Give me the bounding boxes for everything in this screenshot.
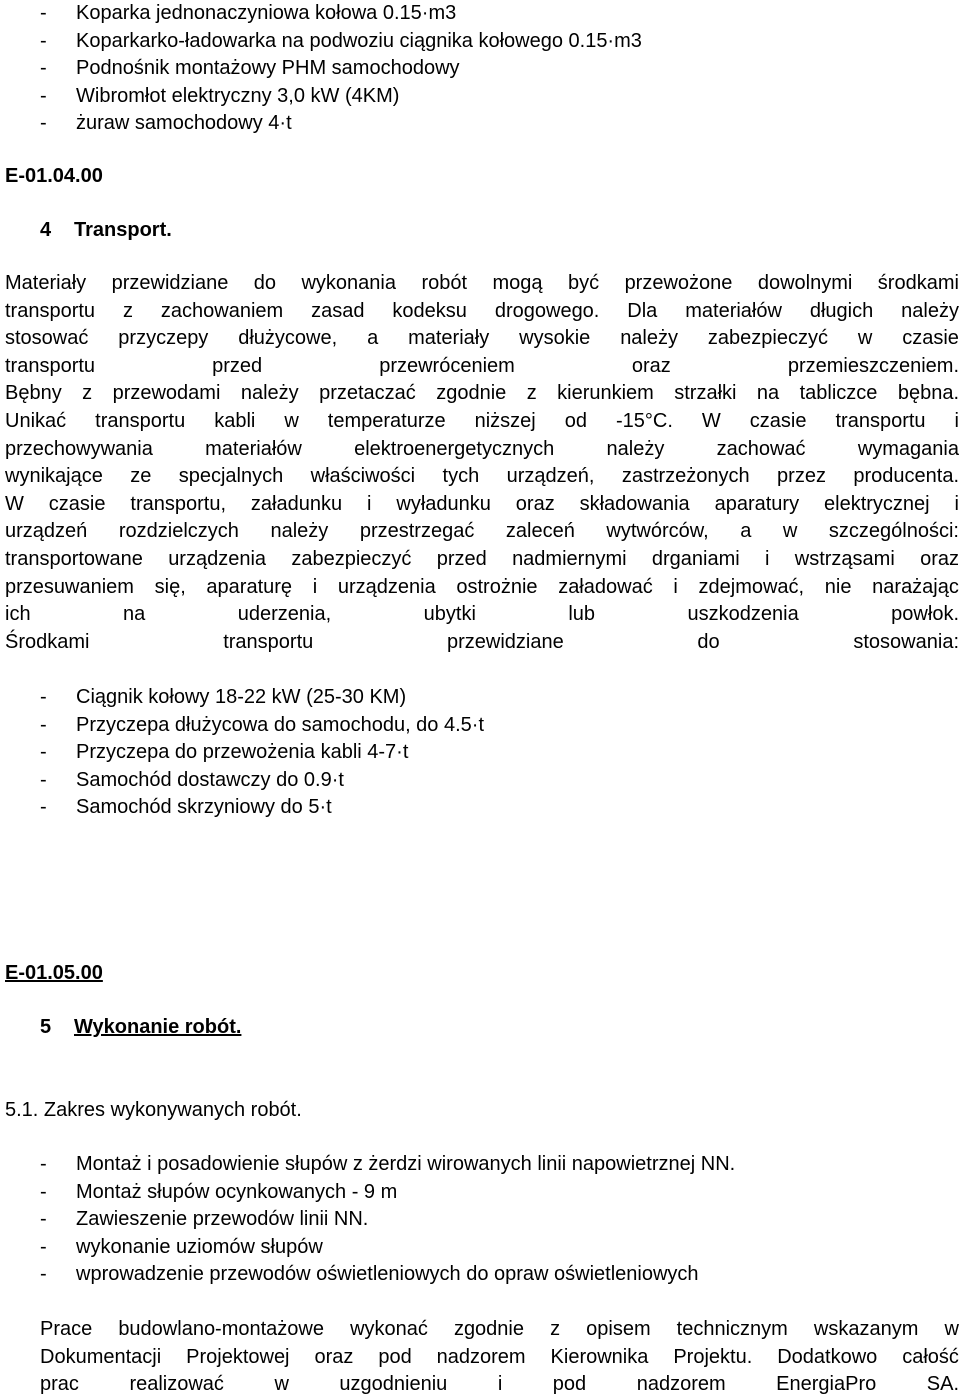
- equipment-list-top: [40, 0, 642, 138]
- list-item: - Samochód dostawczy do 0.9·t: [40, 767, 484, 795]
- list-item: - Montaż i posadowienie słupów z żerdzi wirowanych linii napowietrznej NN.: [40, 1151, 735, 1179]
- section-heading-transport: [40, 216, 172, 244]
- paragraph-line: stosować przyczepy dłużycowe, a materiały wysokie należy zabezpieczyć w czasie: [5, 327, 959, 350]
- transport-means-list: [40, 684, 484, 822]
- paragraph-line: transportu z zachowaniem zasad kodeksu drogowego. Dla materiałów długich należy: [5, 299, 959, 322]
- paragraph-line: transportu przed przewróceniem oraz przemieszczeniem.: [5, 354, 959, 377]
- paragraph-line: przechowywania materiałów elektroenergetycznych należy zachować wymagania: [5, 437, 959, 460]
- list-item: - Koparkarko-ładowarka na podwoziu ciągnika kołowego 0.15·m3: [40, 28, 642, 56]
- closing-paragraph: [40, 1316, 959, 1399]
- section-heading-wykonanie: [40, 1013, 241, 1041]
- section-title: Wykonanie robót.: [74, 1016, 242, 1038]
- section-code-e0105: E-01.05.00: [5, 962, 103, 984]
- section-number: 4: [40, 219, 52, 241]
- subsection-heading: 5.1. Zakres wykonywanych robót.: [5, 1099, 302, 1121]
- list-item: - Wibromłot elektryczny 3,0 kW (4KM): [40, 83, 642, 111]
- list-item: - Koparka jednonaczyniowa kołowa 0.15·m3: [40, 0, 642, 28]
- paragraph-line: ich na uderzenia, ubytki lub uszkodzenia powłok.: [5, 603, 959, 626]
- paragraph-line: Środkami transportu przewidziane do stosowania:: [5, 630, 959, 653]
- paragraph-line: przesuwaniem się, aparaturę i urządzenia ostrożnie załadować i zdejmować, nie narażając: [5, 575, 959, 598]
- list-item: - Przyczepa do przewożenia kabli 4-7·t: [40, 739, 484, 767]
- list-item: - wprowadzenie przewodów oświetleniowych do opraw oświetleniowych: [40, 1261, 735, 1289]
- paragraph-line: urządzeń rozdzielczych należy przestrzegać zaleceń wytwórców, a w szczególności:: [5, 520, 959, 543]
- works-list: [40, 1151, 735, 1289]
- paragraph-line: wynikające ze specjalnych właściwości tych urządzeń, zastrzeżonych przez producenta.: [5, 465, 959, 488]
- list-item: - Podnośnik montażowy PHM samochodowy: [40, 55, 642, 83]
- list-item: - Przyczepa dłużycowa do samochodu, do 4.5·t: [40, 712, 484, 740]
- paragraph-line: W czasie transportu, załadunku i wyładunku oraz składowania aparatury elektrycznej i: [5, 492, 959, 515]
- list-item: - Ciągnik kołowy 18-22 kW (25-30 KM): [40, 684, 484, 712]
- paragraph-line: Bębny z przewodami należy przetaczać zgodnie z kierunkiem strzałki na tabliczce bębna.: [5, 382, 959, 405]
- list-item: - Zawieszenie przewodów linii NN.: [40, 1206, 735, 1234]
- paragraph-line: prac realizować w uzgodnieniu i pod nadzorem EnergiaPro SA.: [40, 1373, 959, 1396]
- section-code-e0104: E-01.04.00: [5, 165, 103, 187]
- paragraph-line: Unikać transportu kabli w temperaturze niższej od -15°C. W czasie transportu i: [5, 409, 959, 432]
- paragraph-line: transportowane urządzenia zabezpieczyć przed nadmiernymi drganiami i wstrząsami oraz: [5, 547, 959, 570]
- transport-paragraph: [5, 270, 959, 656]
- paragraph-line: Dokumentacji Projektowej oraz pod nadzorem Kierownika Projektu. Dodatkowo całość: [40, 1345, 959, 1368]
- section-title: Transport.: [74, 219, 172, 241]
- list-item: - Samochód skrzyniowy do 5·t: [40, 794, 484, 822]
- list-item: - wykonanie uziomów słupów: [40, 1234, 735, 1262]
- list-item: - żuraw samochodowy 4·t: [40, 110, 642, 138]
- paragraph-line: Materiały przewidziane do wykonania robót mogą być przewożone dowolnymi środkami: [5, 272, 959, 294]
- list-item: - Montaż słupów ocynkowanych - 9 m: [40, 1179, 735, 1207]
- paragraph-line: Prace budowlano-montażowe wykonać zgodnie z opisem technicznym wskazanym w: [40, 1318, 959, 1340]
- section-number: 5: [40, 1016, 52, 1038]
